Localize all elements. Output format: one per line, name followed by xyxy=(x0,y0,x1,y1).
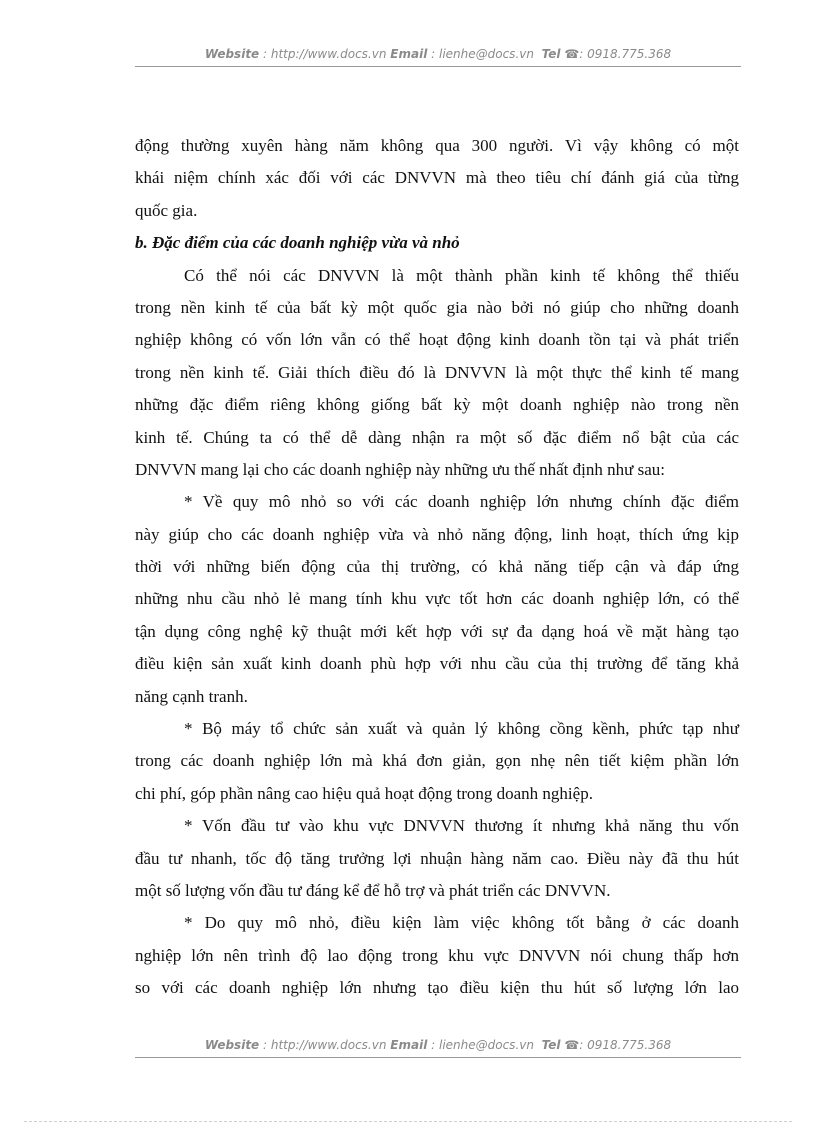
paragraph-4 xyxy=(135,713,739,810)
footer-email-label: Email xyxy=(390,1038,428,1052)
header-rule xyxy=(135,66,741,67)
footer-email-value[interactable]: lienhe@docs.vn xyxy=(438,1038,534,1052)
text-line: quốc gia. xyxy=(135,200,198,220)
text-line: nghiệp lớn nên trình độ lao động trong khu vực DNVVN nói chung thấp hơn xyxy=(135,945,739,965)
text-line: chi phí, góp phần nâng cao hiệu quả hoạt động trong doanh nghiệp. xyxy=(135,783,593,803)
text-line: đầu tư nhanh, tốc độ tăng trưởng lợi nhuận hàng năm cao. Điều này đã thu hút xyxy=(135,848,739,868)
text-line: những nhu cầu nhỏ lẻ mang tính khu vực tốt hơn các doanh nghiệp lớn, có thể xyxy=(135,589,739,609)
footer-email-sep: : xyxy=(427,1038,439,1052)
header-email-sep: : xyxy=(427,47,439,61)
text-line: điều kiện sản xuất kinh doanh phù hợp với nhu cầu của thị trường để tăng khả xyxy=(135,654,739,674)
text-line: DNVVN mang lại cho các doanh nghiệp này những ưu thế nhất định như sau: xyxy=(135,459,665,479)
header-website-sep: : xyxy=(259,47,271,61)
paragraph-1 xyxy=(135,130,739,227)
page-header xyxy=(135,47,741,67)
text-line: này giúp cho các doanh nghiệp vừa và nhỏ năng động, linh hoạt, thích ứng kịp xyxy=(135,524,739,544)
text-line: những đặc điểm riêng không giống bất kỳ một doanh nghiệp nào trong nền xyxy=(135,395,739,415)
document-body xyxy=(135,130,739,1005)
telephone-icon: ☎ xyxy=(564,47,580,61)
page-footer xyxy=(135,1038,741,1058)
text-line: động thường xuyên hàng năm không qua 300 người. Vì vậy không có một xyxy=(135,136,739,155)
text-line: năng cạnh tranh. xyxy=(135,686,248,706)
header-email-label: Email xyxy=(390,47,428,61)
header-website-label: Website xyxy=(204,47,260,61)
text-line: * Bộ máy tổ chức sản xuất và quản lý không cồng kềnh, phức tạp như xyxy=(184,719,739,739)
header-website-url[interactable]: http://www.docs.vn xyxy=(270,47,387,61)
header-tel-label: Tel xyxy=(541,47,561,61)
footer-website-url[interactable]: http://www.docs.vn xyxy=(270,1038,387,1052)
page-break-divider xyxy=(24,1121,792,1122)
text-line: một số lượng vốn đầu tư đáng kể để hỗ trợ và phát triển các DNVVN. xyxy=(135,880,611,900)
footer-website-label: Website xyxy=(204,1038,260,1052)
footer-website-sep: : xyxy=(259,1038,271,1052)
text-line: tận dụng công nghệ kỹ thuật mới kết hợp với sự đa dạng hoá về mặt hàng tạo xyxy=(135,621,739,641)
text-line: khái niệm chính xác đối với các DNVVN mà theo tiêu chí đánh giá của từng xyxy=(135,168,739,188)
text-line: trong nền kinh tế. Giải thích điều đó là DNVVN là một thực thể kinh tế mang xyxy=(135,362,739,382)
text-line: * Do quy mô nhỏ, điều kiện làm việc không tốt bằng ở các doanh xyxy=(184,913,739,933)
paragraph-2 xyxy=(135,260,739,487)
header-email-value[interactable]: lienhe@docs.vn xyxy=(438,47,534,61)
text-line: Có thể nói các DNVVN là một thành phần kinh tế không thể thiếu xyxy=(184,265,739,285)
text-line: thời với những biến động của thị trường, có khả năng tiếp cận và đáp ứng xyxy=(135,557,739,577)
paragraph-5 xyxy=(135,810,739,907)
section-heading: b. Đặc điểm của các doanh nghiệp vừa và nhỏ xyxy=(135,233,460,253)
text-line: trong các doanh nghiệp lớn mà khá đơn giản, gọn nhẹ nên tiết kiệm phần lớn xyxy=(135,751,739,771)
header-tel-value: : 0918.775.368 xyxy=(579,47,672,61)
paragraph-3 xyxy=(135,486,739,713)
footer-tel-value: : 0918.775.368 xyxy=(579,1038,672,1052)
text-line: trong nền kinh tế của bất kỳ một quốc gia nào bởi nó giúp cho những doanh xyxy=(135,297,739,317)
text-line: * Về quy mô nhỏ so với các doanh nghiệp lớn nhưng chính đặc điểm xyxy=(184,492,739,512)
footer-tel-label: Tel xyxy=(541,1038,561,1052)
text-line: nghiệp không có vốn lớn vẫn có thể hoạt động kinh doanh tồn tại và phát triển xyxy=(135,330,739,350)
text-line: kinh tế. Chúng ta có thể dễ dàng nhận ra một số đặc điểm nổ bật của các xyxy=(135,427,739,447)
text-line: so với các doanh nghiệp lớn nhưng tạo điều kiện thu hút số lượng lớn lao xyxy=(135,978,739,998)
text-line: * Vốn đầu tư vào khu vực DNVVN thương ít nhưng khả năng thu vốn xyxy=(184,816,739,836)
telephone-icon: ☎ xyxy=(564,1038,580,1052)
footer-rule xyxy=(135,1057,741,1058)
paragraph-6 xyxy=(135,907,739,1004)
